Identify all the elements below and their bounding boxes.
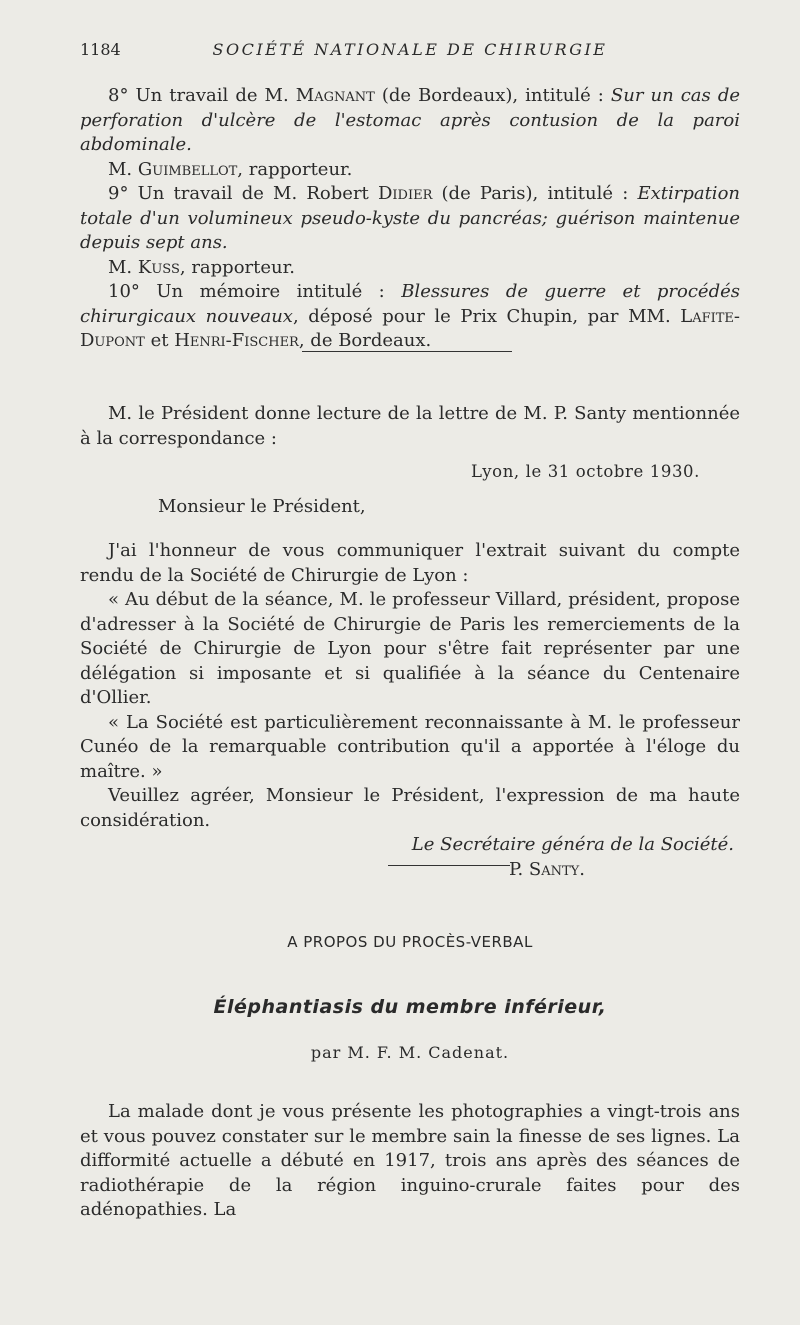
rapporteur-9: M. Kuss, rapporteur. (108, 256, 295, 278)
divider-rule (302, 351, 512, 352)
author-name: Magnant (295, 85, 375, 106)
items-list (80, 84, 740, 354)
page-header (80, 40, 740, 64)
letter-paragraph: Veuillez agréer, Monsieur le Président, l'expression de ma haute considération. (80, 785, 740, 831)
letter-paragraph: « Au début de la séance, M. le professeur Villard, président, propose d'adresser à la Société de Chirurgie de Paris les remerciements de la Société de Chirurgie de Lyon pour s'être fait représenter par une délégation si imposante et si qualifiée à la séance du Centenaire d'Ollier. (80, 589, 740, 708)
letter-paragraph: J'ai l'honneur de vous communiquer l'extrait suivant du compte rendu de la Société de Chirurgie de Lyon : (80, 540, 740, 586)
item-10: 10° Un mémoire intitulé : Blessures de guerre et procédés chirurgicaux nouveaux, déposé pour le Prix Chupin, par MM. Lafite-Dupont et Henri-Fischer, de Bordeaux. (80, 281, 740, 351)
work-title: Blessures de guerre et procédés chirurgicaux nouveaux (80, 281, 740, 327)
letter-paragraph: « La Société est particulièrement reconnaissante à M. le professeur Cunéo de la remarquable contribution qu'il a apportée à l'éloge du maître. » (80, 711, 740, 782)
page-number: 1184 (80, 40, 121, 59)
running-title: SOCIÉTÉ NATIONALE DE CHIRURGIE (212, 40, 608, 59)
letter-section (80, 402, 740, 882)
divider-rule (388, 865, 510, 866)
letter-intro: M. le Président donne lecture de la lettre de M. P. Santy mentionnée à la correspondance : (80, 403, 740, 449)
signature-name: P. Santy. (509, 858, 585, 880)
letter-date: Lyon, le 31 octobre 1930. (470, 462, 700, 481)
article-title: Éléphantiasis du membre inférieur, (213, 996, 607, 1018)
article-byline: par M. F. M. Cadenat. (310, 1043, 510, 1062)
work-title: Extirpation totale d'un volumineux pseudo-kyste du pancréas; guérison maintenue depuis sept ans. (80, 183, 740, 253)
section-title: A PROPOS DU PROCÈS-VERBAL (287, 933, 533, 951)
author-name: Didier (377, 183, 433, 204)
signature-role: Le Secrétaire généra de la Société. (411, 834, 734, 855)
item-8: 8° Un travail de M. Magnant (de Bordeaux), intitulé : Sur un cas de perforation d'ulcère de l'estomac après contusion de la paroi abdominale. (80, 85, 740, 155)
work-title: Sur un cas de perforation d'ulcère de l'estomac après contusion de la paroi abdominale. (80, 85, 740, 155)
item-9: 9° Un travail de M. Robert Didier (de Paris), intitulé : Extirpation totale d'un volumineux pseudo-kyste du pancréas; guérison maintenue depuis sept ans. (80, 183, 740, 253)
body-paragraph: La malade dont je vous présente les photographies a vingt-trois ans et vous pouvez constater sur le membre sain la finesse de ses lignes. La difformité actuelle a débuté en 1917, trois ans après des séances de radiothérapie de la région inguino-crurale faites pour des adénopathies. La (80, 1101, 740, 1220)
rapporteur-8: M. Guimbellot, rapporteur. (108, 158, 353, 180)
article-body (80, 1100, 740, 1223)
letter-salutation: Monsieur le Président, (158, 495, 366, 517)
